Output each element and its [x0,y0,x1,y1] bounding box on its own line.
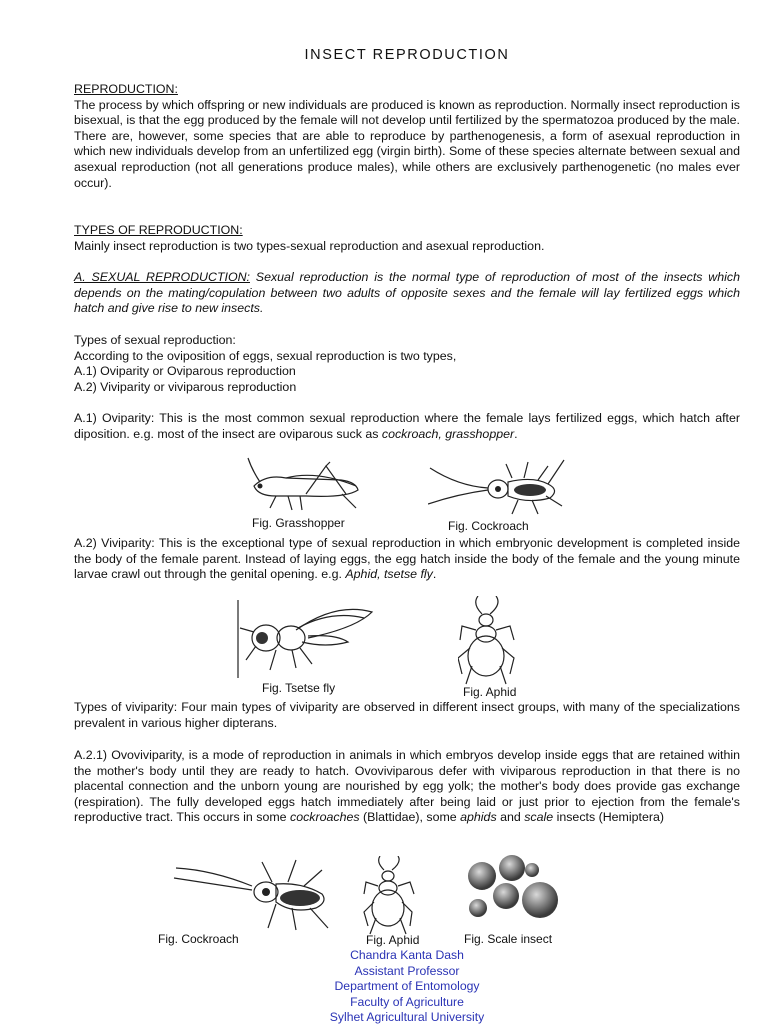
cockroach-caption-1: Fig. Cockroach [448,519,529,533]
viviparity-types-paragraph: Types of viviparity: Four main types of viviparity are observed in different insect groups, with many of the specializations prevalent in various higher dipterans. [74,700,740,730]
scale-insect-figure [462,852,562,934]
sexual-types-section [74,333,740,395]
reproduction-body: The process by which offspring or new individuals are produced is known as reproduction. Normally insect reproduction is bisexual, is that the egg produced by the female will not develop until fertilized by the spermatozoa produced by the male. There are, however, some species that are able to reproduce by parthenogenesis, a form of asexual reproduction in which new individuals develop from an unfertilized egg (virgin birth). Some of these species alternate between sexual and asexual reproduction (not all generations produce males), while others are exclusively parthenogenetic (no males ever occur). [74,97,740,190]
ovoviviparity-scale: scale [524,810,554,825]
tsetse-fly-caption: Fig. Tsetse fly [262,681,336,695]
oviparity-end: . [514,426,518,441]
types-body: Mainly insect reproduction is two types-sexual reproduction and asexual reproduction. [74,238,545,253]
types-heading: TYPES OF REPRODUCTION: [74,223,243,237]
tsetse-fly-figure [236,598,376,678]
cockroach-figure-1 [428,456,566,518]
aphid-caption-2: Fig. Aphid [366,933,420,947]
viviparity-end: . [432,567,437,582]
viviparity-text: A.2) Viviparity: This is the exceptional type of sexual reproduction in which embryonic development is completed inside the body of the female parent. Instead of laying eggs, the egg hatch inside the body of the female and the young minute larvae crawl out through the genital opening. e.g. [74,536,740,582]
sexual-types-line3: A.1) Oviparity or Oviparous reproduction [74,364,296,379]
ovoviviparity-end: insects (Hemiptera) [553,810,664,825]
viviparity-paragraph [74,536,740,583]
oviparity-paragraph [74,411,740,442]
ovoviviparity-aphids: aphids [460,810,497,825]
aphid-icon [458,596,518,686]
ovoviviparity-cockroaches: cockroaches [290,810,360,825]
author-position: Assistant Professor [354,963,460,978]
grasshopper-caption: Fig. Grasshopper [252,516,345,530]
viviparity-examples: Aphid, tsetse fly [345,567,433,582]
types-section [74,223,740,254]
ovoviviparity-mid2: and [496,810,525,825]
oviparity-examples: cockroach, grasshopper [381,426,515,441]
author-name: Chandra Kanta Dash [350,948,464,962]
author-block [74,948,740,1026]
aphid-figure-1 [458,596,518,686]
sexual-types-line4: A.2) Viviparity or viviparous reproduction [74,379,297,394]
sexual-types-line2: According to the oviposition of eggs, sexual reproduction is two types, [74,348,457,363]
author-faculty: Faculty of Agriculture [350,994,464,1009]
cockroach-icon [172,858,334,932]
cockroach-caption-2: Fig. Cockroach [158,932,239,946]
sexual-body: Sexual reproduction is the normal type of reproduction of most of the insects which depends on the mating/copulation between two adults of opposite sexes and the female will lay fertilized eggs which hatch and give rise to new insects. [74,270,740,316]
sexual-types-line1: Types of sexual reproduction: [74,333,236,347]
scale-insect-caption: Fig. Scale insect [464,932,553,946]
grasshopper-figure [246,456,370,514]
reproduction-section [74,82,740,191]
ovoviviparity-text: A.2.1) Ovoviviparity, is a mode of reproduction in animals in which embryos develop inside eggs that are retained within the mother's body until they are ready to hatch. Ovoviviparous defer with viviparous reproduction in that there is no placental connection and the unborn young are nourished by egg yolk; the mother's body does provide gas exchange (respiration). The fully developed eggs hatch immediately after being laid or just prior to ejection from the female's reproductive tract. This occurs in some [74,748,740,825]
scale-insect-icon [462,852,562,934]
tsetse-fly-icon [236,598,376,678]
oviparity-text: A.1) Oviparity: This is the most common sexual reproduction where the female lays fertilized eggs, which hatch after diposition. e.g. most of the insect are oviparous suck as [74,411,740,441]
ovoviviparity-mid1: (Blattidae), some [359,810,461,825]
aphid-icon [362,856,418,936]
aphid-caption-1: Fig. Aphid [463,685,517,699]
page-title: INSECT REPRODUCTION [304,47,510,63]
grasshopper-icon [246,456,370,514]
cockroach-figure-2 [172,858,334,932]
aphid-figure-2 [362,856,418,936]
author-university: Sylhet Agricultural University [329,1010,485,1025]
sexual-section [74,270,740,317]
sexual-heading: A. SEXUAL REPRODUCTION: [74,270,250,284]
ovoviviparity-paragraph [74,748,740,826]
cockroach-icon [428,456,566,518]
author-department: Department of Entomology [334,979,480,994]
reproduction-heading: REPRODUCTION: [74,82,178,96]
